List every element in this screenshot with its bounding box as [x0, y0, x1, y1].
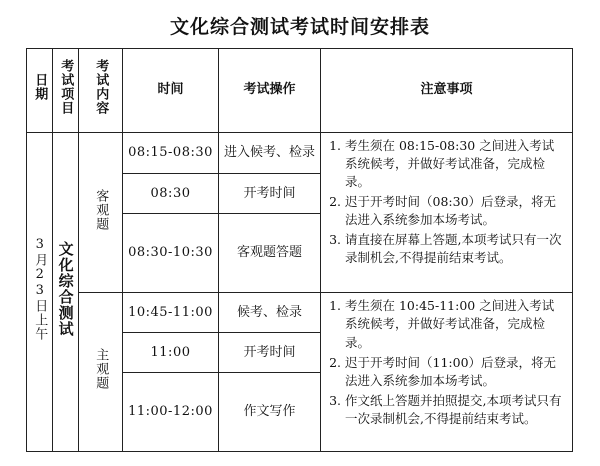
note-item: 3. 作文纸上答题并拍照提交,本项考试只有一次录制机会,不得提前结束考试。 [345, 392, 566, 428]
header-notes: 注意事项 [321, 49, 573, 133]
notes-objective [321, 132, 573, 293]
time-cell: 08:30 [123, 174, 219, 214]
note-item: 3. 请直接在屏幕上答题,本项考试只有一次录制机会,不得提前结束考试。 [345, 231, 566, 267]
date-cell: 3月23日上午 [27, 132, 53, 451]
note-item: 1. 考生须在 10:45-11:00 之间进入考试系统候考，并做好考试准备，完成检录。 [345, 297, 566, 351]
time-cell: 08:30-10:30 [123, 213, 219, 292]
header-operation: 考试操作 [219, 49, 321, 133]
header-date: 日期 [27, 49, 53, 133]
table-row [27, 132, 573, 174]
table-row [27, 293, 573, 333]
header-subject: 考试项目 [53, 49, 79, 133]
note-item: 2. 迟于开考时间（11:00）后登录，将无法进入系统参加本场考试。 [345, 354, 566, 390]
content-cell-objective: 客观题 [79, 132, 123, 293]
operation-cell: 开考时间 [219, 174, 321, 214]
time-cell: 08:15-08:30 [123, 132, 219, 174]
page-title: 文化综合测试考试时间安排表 [169, 16, 430, 38]
operation-cell: 开考时间 [219, 332, 321, 372]
note-item: 1. 考生须在 08:15-08:30 之间进入考试系统候考，并做好考试准备，完成检录。 [345, 137, 566, 191]
header-content: 考试内容 [79, 49, 123, 133]
note-item: 2. 迟于开考时间（08:30）后登录，将无法进入系统参加本场考试。 [345, 193, 566, 229]
time-cell: 10:45-11:00 [123, 293, 219, 333]
schedule-table [26, 48, 573, 452]
time-cell: 11:00-12:00 [123, 372, 219, 451]
content-cell-subjective: 主观题 [79, 293, 123, 452]
header-time: 时间 [123, 49, 219, 133]
time-cell: 11:00 [123, 332, 219, 372]
header-row [27, 49, 573, 133]
notes-subjective [321, 293, 573, 452]
operation-cell: 客观题答题 [219, 213, 321, 292]
operation-cell: 作文写作 [219, 372, 321, 451]
operation-cell: 候考、检录 [219, 293, 321, 333]
operation-cell: 进入候考、检录 [219, 132, 321, 174]
subject-cell: 文化综合测试 [53, 132, 79, 451]
